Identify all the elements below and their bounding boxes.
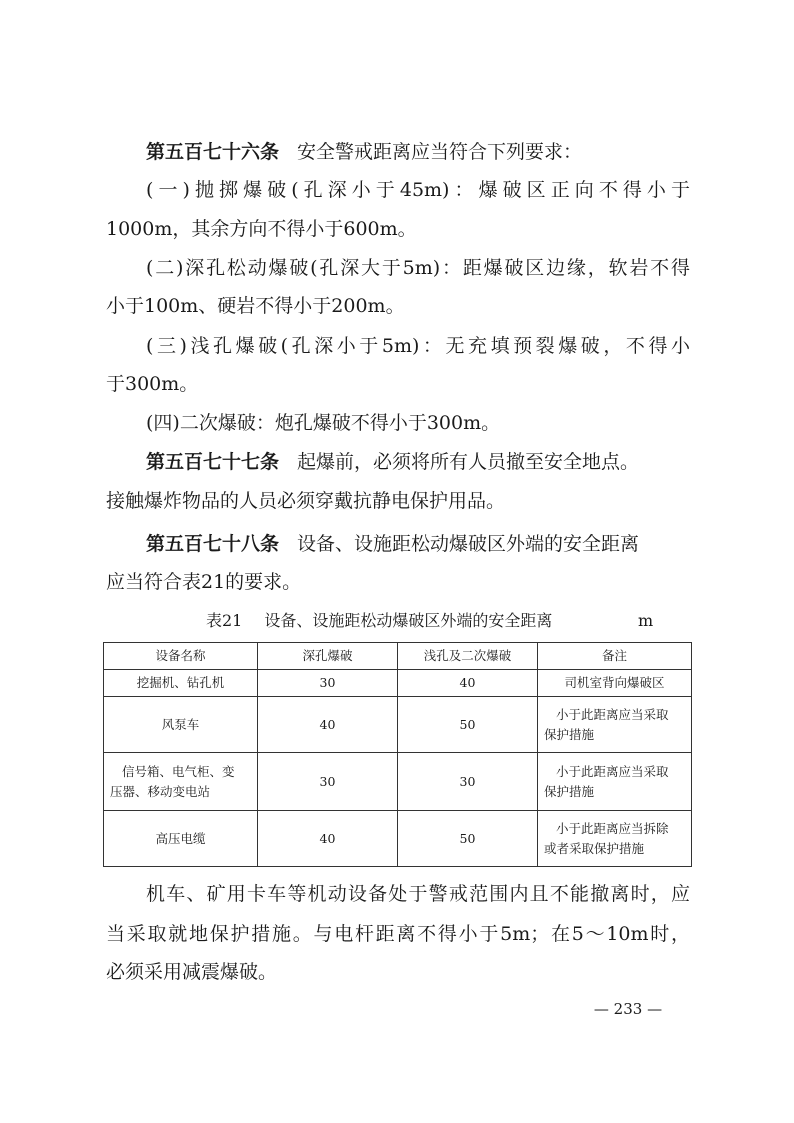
cell-note: 司机室背向爆破区 <box>538 670 692 697</box>
safety-distance-table <box>103 642 692 867</box>
article-578-line1-wrap <box>146 530 690 558</box>
note-line2: 保护措施 <box>544 726 595 742</box>
article-576-item2-line2: 小于100m、硬岩不得小于200m。 <box>106 295 405 317</box>
table-unit: m <box>638 611 654 630</box>
article-576-item4: (四)二次爆破：炮孔爆破不得小于300m。 <box>146 412 501 434</box>
cell-shallow: 30 <box>398 753 538 811</box>
note-line1: 小于此距离应当采取 <box>556 706 669 722</box>
closing-line3: 必须采用减震爆破。 <box>106 961 278 983</box>
cell-deep: 30 <box>258 753 398 811</box>
cell-shallow: 50 <box>398 697 538 753</box>
cell-shallow: 50 <box>398 811 538 867</box>
note-line2: 或者采取保护措施 <box>544 840 645 856</box>
cell-shallow: 40 <box>398 670 538 697</box>
page-number: — 233 — <box>593 1000 663 1018</box>
table-title: 设备、设施距松动爆破区外端的安全距离 <box>264 611 553 630</box>
header-equipment: 设备名称 <box>104 643 258 670</box>
header-remarks: 备注 <box>538 643 692 670</box>
closing-line2: 当采取就地保护措施。与电杆距离不得小于5m；在5～10m时， <box>106 923 690 945</box>
cell-note <box>538 811 692 867</box>
table-header-row <box>104 643 692 670</box>
article-577-line1: 起爆前，必须将所有人员撤至安全地点。 <box>297 451 640 473</box>
table-row <box>104 753 692 811</box>
article-576-item2-line1: (二)深孔松动爆破(孔深大于5m)：距爆破区边缘，软岩不得 <box>146 257 690 279</box>
equipment-line1: 信号箱、电气柜、变 <box>122 763 235 779</box>
cell-equipment: 风泵车 <box>104 697 258 753</box>
table-caption <box>206 610 690 632</box>
article-577-line2: 接触爆炸物品的人员必须穿戴抗静电保护用品。 <box>106 490 506 512</box>
table-row <box>104 670 692 697</box>
article-576-item3-line2: 于300m。 <box>106 373 199 395</box>
cell-equipment <box>104 753 258 811</box>
note-line1: 小于此距离应当拆除 <box>556 820 669 836</box>
article-576-item1-line1: (一)抛掷爆破(孔深小于45m)：爆破区正向不得小于 <box>146 179 690 201</box>
equipment-line2: 压器、移动变电站 <box>110 783 211 799</box>
article-578-title: 第五百七十八条 <box>146 533 280 555</box>
cell-deep: 40 <box>258 697 398 753</box>
header-shallow-hole: 浅孔及二次爆破 <box>398 643 538 670</box>
article-577-line1-wrap <box>146 448 690 476</box>
article-576-heading <box>146 138 690 166</box>
article-576-item3-line1: (三)浅孔爆破(孔深小于5m)：无充填预裂爆破，不得小 <box>146 335 690 357</box>
table-row <box>104 811 692 867</box>
cell-deep: 40 <box>258 811 398 867</box>
article-576-item1-line2: 1000m，其余方向不得小于600m。 <box>106 218 417 240</box>
article-576-title: 第五百七十六条 <box>146 141 280 163</box>
cell-deep: 30 <box>258 670 398 697</box>
cell-equipment: 高压电缆 <box>104 811 258 867</box>
closing-line1: 机车、矿用卡车等机动设备处于警戒范围内且不能撤离时，应 <box>146 883 690 905</box>
article-578-line2: 应当符合表21的要求。 <box>106 571 302 593</box>
cell-note <box>538 753 692 811</box>
note-line1: 小于此距离应当采取 <box>556 763 669 779</box>
note-line2: 保护措施 <box>544 783 595 799</box>
header-deep-hole: 深孔爆破 <box>258 643 398 670</box>
table-row <box>104 697 692 753</box>
cell-equipment: 挖掘机、钻孔机 <box>104 670 258 697</box>
table-number: 表21 <box>206 611 243 630</box>
cell-note <box>538 697 692 753</box>
article-578-line1: 设备、设施距松动爆破区外端的安全距离 <box>297 533 640 555</box>
article-577-title: 第五百七十七条 <box>146 451 280 473</box>
article-576-intro: 安全警戒距离应当符合下列要求： <box>297 141 583 163</box>
